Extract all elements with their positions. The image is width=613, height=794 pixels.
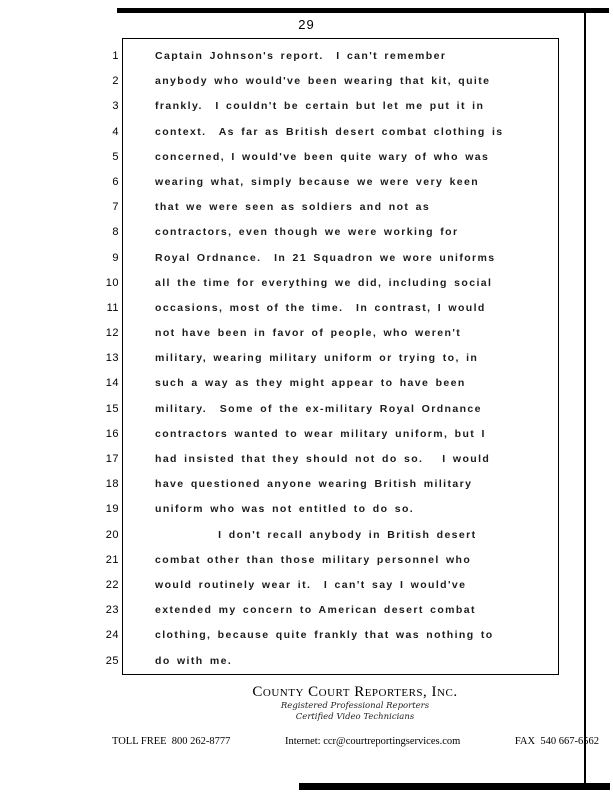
line-number: 20 xyxy=(105,528,119,541)
line-number: 21 xyxy=(105,553,119,566)
line-number: 15 xyxy=(105,402,119,415)
transcript-line xyxy=(105,371,558,396)
line-text: would routinely wear it. I can't say I would've xyxy=(155,578,467,591)
transcript-line xyxy=(105,523,558,548)
line-text: had insisted that they should not do so. I would xyxy=(155,453,491,465)
transcript-line xyxy=(112,120,558,145)
line-number: 18 xyxy=(105,478,119,491)
line-number: 17 xyxy=(105,453,119,465)
line-text: such a way as they might appear to have been xyxy=(155,377,466,390)
transcript-line xyxy=(112,195,558,220)
transcript-line xyxy=(105,397,558,422)
footer xyxy=(100,684,610,722)
line-number: 23 xyxy=(105,604,119,617)
transcript-line xyxy=(105,548,558,573)
transcript-line xyxy=(105,447,558,472)
transcript-line xyxy=(105,472,558,497)
transcript-line xyxy=(112,44,558,69)
transcript-line xyxy=(105,321,558,346)
line-text: that we were seen as soldiers and not as xyxy=(155,201,431,214)
line-number: 16 xyxy=(105,427,119,440)
page-number: 29 xyxy=(298,17,315,32)
transcript-line xyxy=(112,170,558,195)
line-text: military. Some of the ex-military Royal Ordnance xyxy=(155,402,482,415)
transcript-line xyxy=(105,598,558,623)
line-number: 1 xyxy=(112,50,119,62)
transcript-line xyxy=(105,573,558,598)
line-number: 11 xyxy=(106,301,119,314)
line-number: 6 xyxy=(112,175,119,188)
footer-contact-line xyxy=(112,736,599,747)
scan-bottom-bar xyxy=(299,783,610,790)
line-text: context. As far as British desert combat clothing is xyxy=(155,125,504,138)
line-text: have questioned anyone wearing British military xyxy=(155,478,473,491)
line-number: 2 xyxy=(112,75,119,88)
transcript-line xyxy=(112,69,558,94)
line-number: 5 xyxy=(112,150,119,163)
transcript-line xyxy=(105,497,558,522)
line-text: combat other than those military personnel who xyxy=(155,553,472,566)
line-text: clothing, because quite frankly that was nothing to xyxy=(155,629,494,642)
line-number: 3 xyxy=(112,100,119,113)
line-number: 9 xyxy=(112,251,119,264)
transcript-line xyxy=(105,422,558,447)
line-number: 8 xyxy=(112,226,119,239)
line-text: all the time for everything we did, including social xyxy=(155,276,493,289)
scan-top-bar xyxy=(117,8,609,13)
internet-email: Internet: ccr@courtreportingservices.com xyxy=(285,736,461,747)
line-text: extended my concern to American desert combat xyxy=(155,604,476,617)
line-number: 7 xyxy=(112,201,119,214)
scan-right-line xyxy=(584,8,586,784)
line-number: 14 xyxy=(105,377,119,390)
line-text: concerned, I would've been quite wary of who was xyxy=(155,150,490,163)
line-text: military, wearing military uniform or trying to, in xyxy=(155,352,479,365)
line-text: not have been in favor of people, who weren't xyxy=(155,327,462,340)
line-number: 24 xyxy=(105,629,119,642)
line-text: contractors, even though we were working for xyxy=(155,226,459,239)
footer-subtitle-1: Registered Professional Reporters xyxy=(280,701,430,711)
line-text: do with me. xyxy=(155,654,233,667)
line-number: 13 xyxy=(105,352,119,365)
line-text: Royal Ordnance. In 21 Squadron we wore uniforms xyxy=(155,251,496,264)
transcript-line xyxy=(112,145,558,170)
line-text: occasions, most of the time. In contrast, I would xyxy=(155,301,486,314)
footer-subtitle-2: Certified Video Technicians xyxy=(295,711,415,722)
court-reporter-name: County Court Reporters, Inc. xyxy=(252,684,458,700)
line-text: anybody who would've been wearing that kit, quite xyxy=(155,75,491,88)
line-number: 19 xyxy=(105,503,119,516)
line-number: 12 xyxy=(105,327,119,340)
transcript-line xyxy=(105,346,558,371)
line-text: frankly. I couldn't be certain but let me put it in xyxy=(155,100,485,113)
toll-free-number: TOLL FREE 800 262-8777 xyxy=(112,736,231,747)
line-text: I don't recall anybody in British desert xyxy=(155,528,477,541)
transcript-line xyxy=(112,246,558,271)
transcript-line xyxy=(106,296,558,321)
transcript-line xyxy=(105,271,558,296)
fax-number: FAX 540 667-6562 xyxy=(514,736,599,747)
line-text: Captain Johnson's report. I can't remember xyxy=(155,50,447,62)
transcript-lines xyxy=(105,44,558,674)
transcript-line xyxy=(105,623,558,648)
line-number: 25 xyxy=(105,654,119,667)
line-number: 22 xyxy=(105,578,119,591)
line-text: uniform who was not entitled to do so. xyxy=(155,503,415,516)
transcript-line xyxy=(105,649,558,674)
line-text: contractors wanted to wear military uniform, but I xyxy=(155,427,486,440)
transcript-box xyxy=(105,38,559,675)
line-number: 10 xyxy=(105,276,119,289)
transcript-line xyxy=(112,94,558,119)
transcript-line xyxy=(112,220,558,245)
line-number: 4 xyxy=(112,125,119,138)
line-text: wearing what, simply because we were very keen xyxy=(155,175,480,188)
